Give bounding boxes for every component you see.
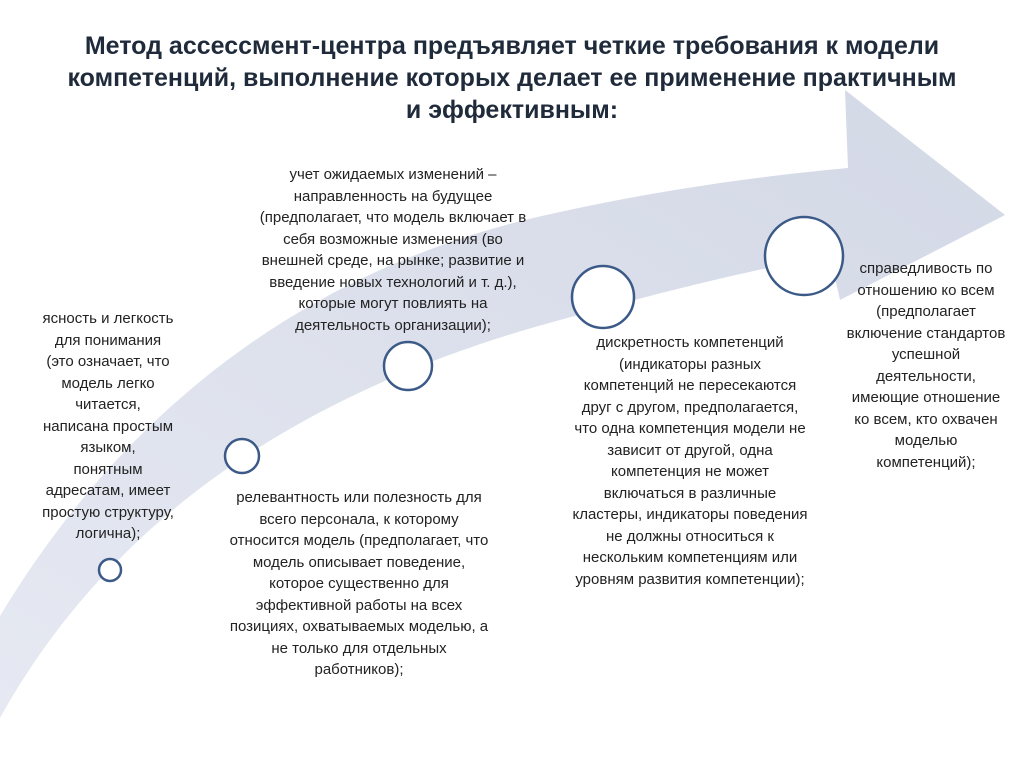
milestone-circle-4 — [572, 266, 634, 328]
requirement-future-orientation: учет ожидаемых изменений – направленность на будущее (предполагает, что модель включает в себя возможные изменения (во внешней среде, на рынке; развитие и введение новых технологий и т. д.), которые могут повлиять на деятельность организации); — [259, 166, 527, 334]
milestone-circle-3 — [384, 342, 432, 390]
requirement-relevance: релевантность или полезность для всего персонала, к которому относится модель (предполагает, что модель описывает поведение, которое существенно для эффективной работы на всех позициях, охватываемых моделью, а не только для отдельных работников); — [229, 489, 489, 678]
slide-title: Метод ассессмент-центра предъявляет четкие требования к модели компетенций, выполнение которых делает ее применение практичным и эффективным: — [67, 32, 957, 124]
milestone-circle-2 — [225, 439, 259, 473]
milestone-circle-1 — [99, 559, 121, 581]
requirement-discreteness: дискретность компетенций (индикаторы разных компетенций не пересекаются друг с другом, предполагается, что одна компетенция модели не зависит от другой, одна компетенция не может включаться в различные кластеры, индикаторы поведения не должны относиться к нескольким компетенциям или уровням развития компетенции); — [572, 334, 808, 588]
requirement-fairness: справедливость по отношению ко всем (предполагает включение стандартов успешной деятельности, имеющие отношение ко всем, кто охвачен моделью компетенций); — [846, 260, 1006, 471]
requirement-clarity: ясность и легкость для понимания (это означает, что модель легко читается, написана простым языком, понятным адресатам, имеет простую структуру, логична); — [42, 310, 174, 542]
